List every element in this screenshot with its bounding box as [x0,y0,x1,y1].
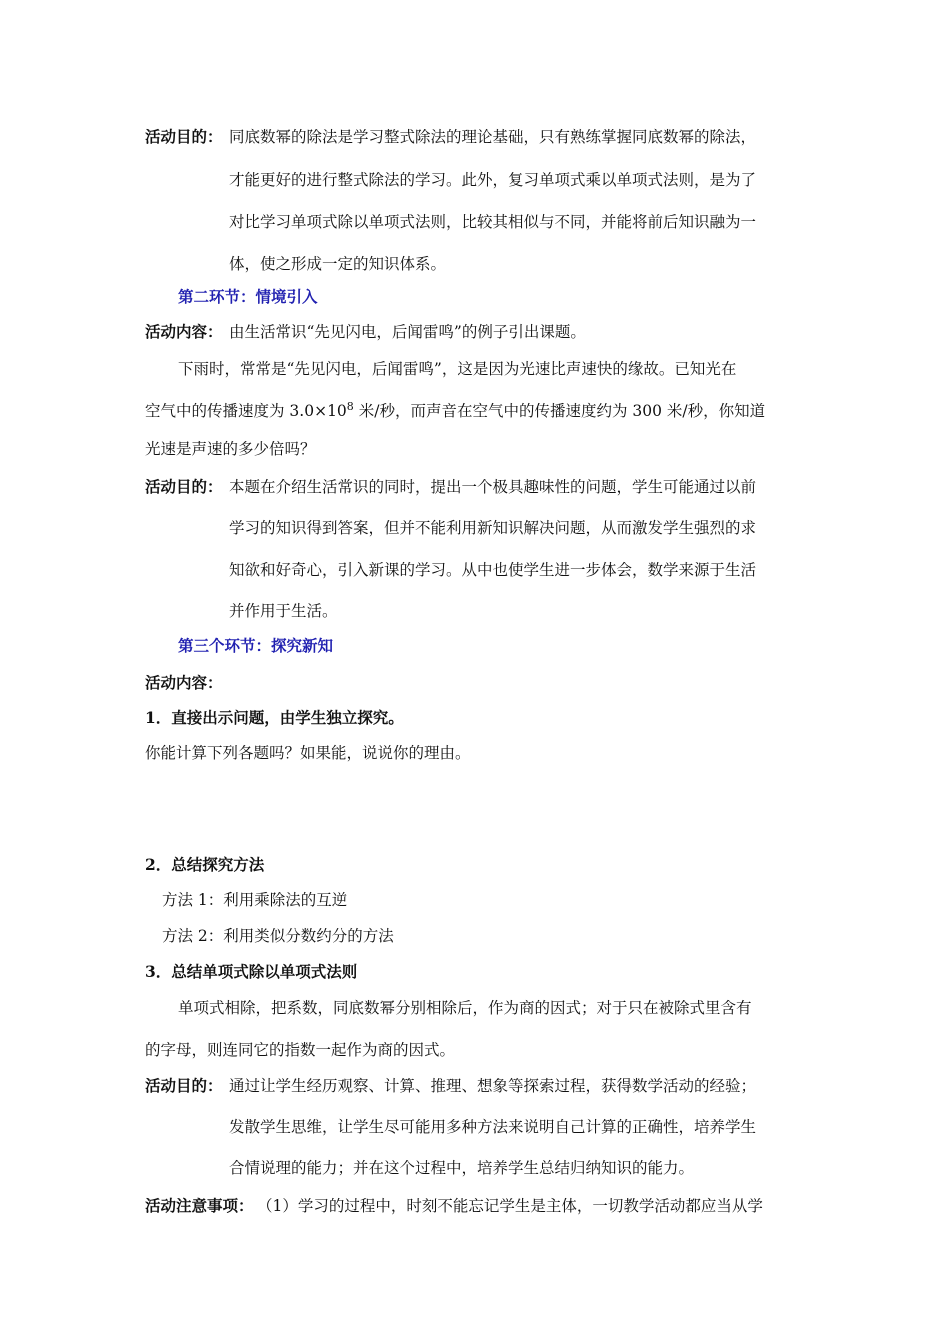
activity-content-label-2: 活动内容： [145,673,223,692]
activity-purpose2-line-4: 并作用于生活。 [229,602,338,620]
activity-purpose-line-1: 同底数幂的除法是学习整式除法的理论基础，只有熟练掌握同底数幂的除法， [229,128,757,146]
activity-content-text-1: 由生活常识“先见闪电，后闻雷鸣”的例子引出课题。 [229,323,586,341]
activity-purpose-line-4: 体，使之形成一定的知识体系。 [229,255,447,273]
rain-paragraph-line-1: 下雨时，常常是“先见闪电，后闻雷鸣”，这是因为光速比声速快的缘故。已知光在 [178,360,737,378]
item-1-text: 你能计算下列各题吗？如果能，说说你的理由。 [145,744,471,762]
section-heading-3: 第三个环节：探究新知 [178,636,334,655]
method-1: 方法 1：利用乘除法的互逆 [162,891,348,909]
rain-speed-text-cont: 米/秒，而声音在空气中的传播速度约为 300 米/秒，你知道 [353,402,766,420]
activity-purpose-label-3: 活动目的： [145,1076,223,1095]
activity-purpose3-line-2: 发散学生思维，让学生尽可能用多种方法来说明自己计算的正确性，培养学生 [229,1118,757,1136]
exponent: 8 [346,400,354,413]
rain-paragraph-line-2 [145,401,765,421]
rain-paragraph-line-3: 光速是声速的多少倍吗？ [145,440,316,458]
activity-notes-text: （1）学习的过程中，时刻不能忘记学生是主体，一切教学活动都应当从学 [257,1197,763,1215]
item-1-title: 1．直接出示问题，由学生独立探究。 [145,708,404,727]
activity-content-label-1: 活动内容： [145,322,223,341]
activity-purpose-line-2: 才能更好的进行整式除法的学习。此外，复习单项式乘以单项式法则，是为了 [229,171,757,189]
activity-purpose-label-2: 活动目的： [145,477,223,496]
activity-purpose2-line-2: 学习的知识得到答案，但并不能利用新知识解决问题，从而激发学生强烈的求 [229,519,757,537]
item-3-title: 3．总结单项式除以单项式法则 [145,962,358,981]
activity-purpose3-line-1: 通过让学生经历观察、计算、推理、想象等探索过程，获得数学活动的经验； [229,1077,757,1095]
activity-purpose-line-3: 对比学习单项式除以单项式法则，比较其相似与不同，并能将前后知识融为一 [229,213,757,231]
rain-speed-text: 空气中的传播速度为 3.0×10 [145,402,347,420]
activity-purpose2-line-1: 本题在介绍生活常识的同时，提出一个极具趣味性的问题，学生可能通过以前 [229,478,757,496]
section-heading-2: 第二环节：情境引入 [178,287,318,306]
rule-line-1: 单项式相除，把系数，同底数幂分别相除后，作为商的因式；对于只在被除式里含有 [178,999,752,1017]
activity-purpose-label-1: 活动目的： [145,127,223,146]
method-2: 方法 2：利用类似分数约分的方法 [162,927,394,945]
activity-notes-label: 活动注意事项： [145,1196,254,1215]
item-2-title: 2．总结探究方法 [145,855,265,874]
activity-purpose3-line-3: 合情说理的能力；并在这个过程中，培养学生总结归纳知识的能力。 [229,1159,695,1177]
activity-purpose2-line-3: 知欲和好奇心，引入新课的学习。从中也使学生进一步体会，数学来源于生活 [229,561,757,579]
rule-line-2: 的字母，则连同它的指数一起作为商的因式。 [145,1041,456,1059]
